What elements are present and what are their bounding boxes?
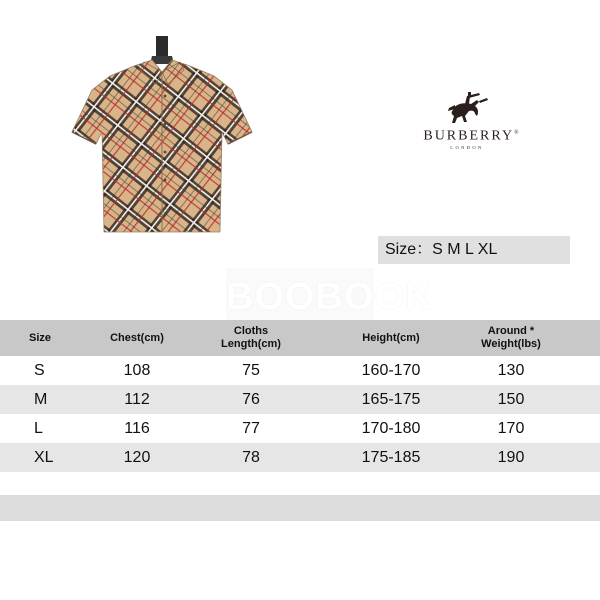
brand-logo xyxy=(400,92,534,150)
header-cloths-length: Cloths Length(cm) xyxy=(221,325,281,350)
table-row xyxy=(0,414,600,443)
cell-chest: 112 xyxy=(124,390,150,408)
cell-size: XL xyxy=(34,448,54,466)
cell-chest: 120 xyxy=(123,448,151,466)
cell-height: 170-180 xyxy=(361,419,421,437)
cell-size: M xyxy=(34,390,48,408)
cell-size: S xyxy=(34,361,45,379)
table-row xyxy=(0,356,600,385)
header-weight: Around * Weight(lbs) xyxy=(481,325,541,350)
cell-height: 165-175 xyxy=(361,390,421,408)
cell-weight: 130 xyxy=(497,361,525,379)
table-header-row xyxy=(0,320,600,356)
size-label: Size： xyxy=(385,241,433,258)
bottom-divider-bar xyxy=(0,495,600,521)
header-chest: Chest(cm) xyxy=(110,331,164,344)
table-row xyxy=(0,443,600,472)
cell-length: 77 xyxy=(242,419,260,437)
cell-size: L xyxy=(34,419,43,437)
size-list: S M L XL xyxy=(432,241,498,258)
cell-height: 160-170 xyxy=(361,361,421,379)
cell-weight: 170 xyxy=(497,419,525,437)
cell-weight: 190 xyxy=(497,448,525,466)
cell-height: 175-185 xyxy=(361,448,421,466)
cell-length: 75 xyxy=(242,361,260,379)
size-summary-bar xyxy=(378,236,570,264)
brand-city: LONDON xyxy=(450,144,484,150)
product-image xyxy=(64,36,260,246)
brand-name: BURBERRY® xyxy=(423,128,519,144)
equestrian-knight-icon xyxy=(445,92,489,124)
size-chart-table xyxy=(0,320,600,472)
table-row xyxy=(0,385,600,414)
watermark: BOOBOOK xyxy=(226,268,374,326)
cell-chest: 116 xyxy=(124,419,150,437)
cell-chest: 108 xyxy=(123,361,151,379)
cell-length: 76 xyxy=(242,390,260,408)
header-height: Height(cm) xyxy=(362,331,420,344)
cell-length: 78 xyxy=(242,448,260,466)
cell-weight: 150 xyxy=(497,390,525,408)
header-size: Size xyxy=(28,331,51,344)
